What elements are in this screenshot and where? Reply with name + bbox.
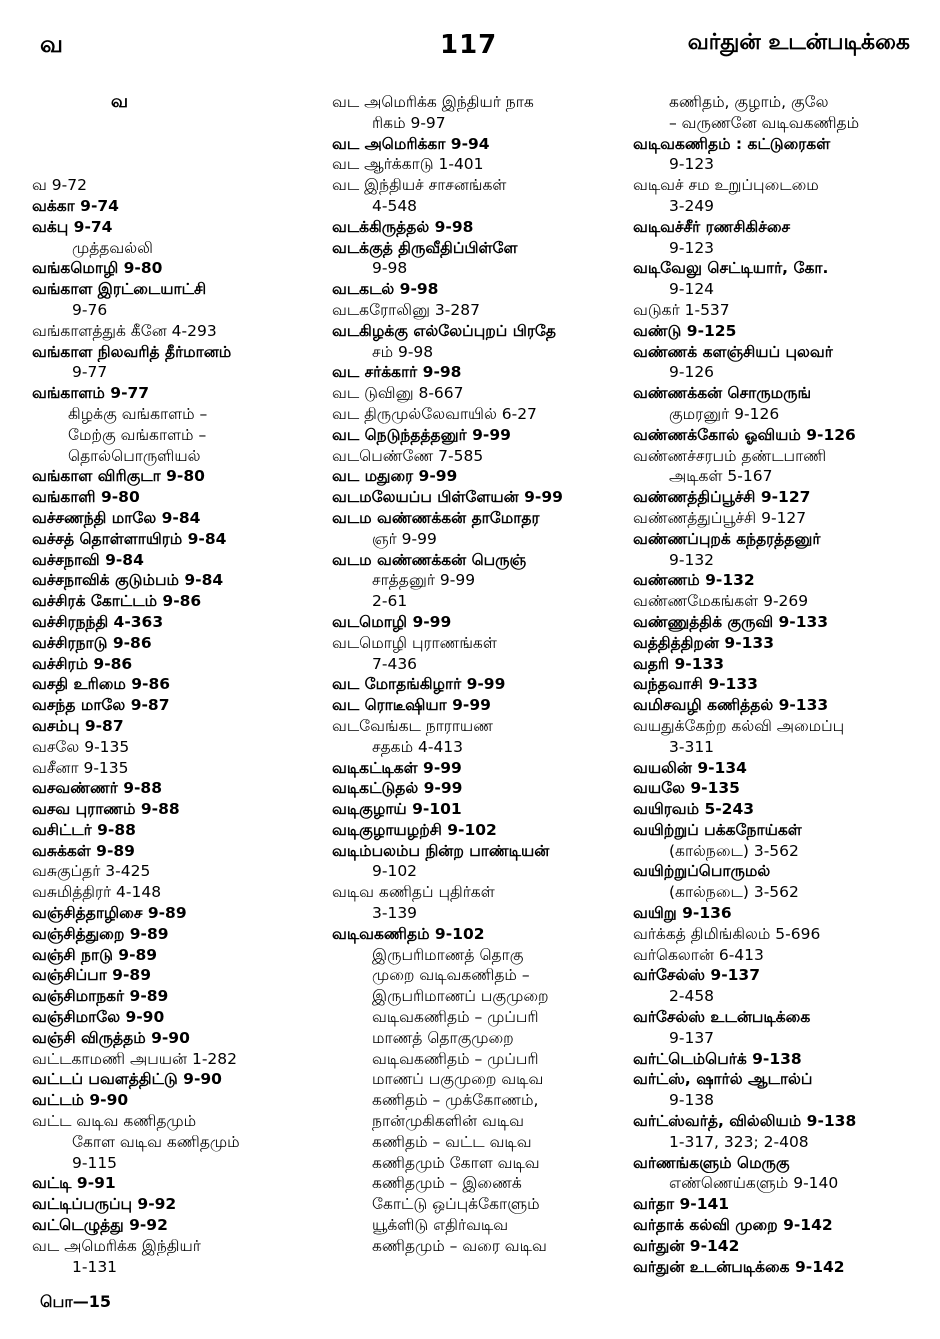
index-entry: வட்ட வடிவ கணிதமும் bbox=[32, 1112, 197, 1131]
index-entry: வங்கமொழி 9-80 bbox=[32, 259, 163, 278]
index-continuation-line: 1-317, 323; 2-408 bbox=[669, 1132, 809, 1151]
index-entry: வட ரொடீஷியா 9-99 bbox=[332, 696, 491, 715]
index-entry: வசீனா 9-135 bbox=[32, 758, 129, 777]
index-entry: வர்தாக் கல்வி முறை 9-142 bbox=[633, 1216, 833, 1235]
index-entry: வத்தித்திறன் 9-133 bbox=[633, 633, 774, 652]
index-entry: வயலே 9-135 bbox=[633, 779, 740, 798]
index-entry: வடக்குத் திருவீதிப்பிள்ளே bbox=[332, 238, 518, 257]
index-continuation-line: 2-61 bbox=[372, 592, 408, 611]
index-entry: வட சர்க்கார் 9-98 bbox=[332, 363, 462, 382]
index-continuation-line: 2-458 bbox=[669, 987, 715, 1006]
index-entry: வட டுவினு 8-667 bbox=[332, 384, 464, 403]
index-entry: வட்டம் 9-90 bbox=[32, 1091, 129, 1110]
index-entry: வட்டப் பவளத்திட்டு 9-90 bbox=[32, 1070, 222, 1089]
index-entry: வடிகுழாய் 9-101 bbox=[332, 800, 462, 819]
index-entry: வஞ்சிப்பா 9-89 bbox=[32, 966, 151, 985]
index-continuation-line: 9-126 bbox=[669, 363, 715, 382]
index-continuation-line: மாணத் தொகுமுறை bbox=[372, 1028, 514, 1047]
index-continuation-line: 9-102 bbox=[372, 862, 418, 881]
index-entry: வசந்த மாலே 9-87 bbox=[32, 696, 170, 715]
index-entry: வயிறு 9-136 bbox=[633, 904, 732, 923]
index-entry: வயிரவம் 5-243 bbox=[633, 800, 755, 819]
index-entry: வசவ புராணம் 9-88 bbox=[32, 800, 180, 819]
index-continuation-line: எண்ணெய்களும் 9-140 bbox=[669, 1174, 839, 1193]
index-continuation-line: (கால்நடை) 3-562 bbox=[669, 883, 799, 902]
index-entry: வண்ணத்துப்பூச்சி 9-127 bbox=[633, 508, 807, 527]
running-head-last-entry: வர்துன் உடன்படிக்கை bbox=[687, 30, 910, 55]
index-continuation-line: 9-115 bbox=[72, 1153, 118, 1172]
spacer-line bbox=[32, 154, 327, 175]
index-entry: வ 9-72 bbox=[32, 176, 87, 195]
index-entry: வடம வண்ணக்கன் பெருஞ் bbox=[332, 550, 527, 569]
index-entry: வட்டெழுத்து 9-92 bbox=[32, 1216, 168, 1235]
index-continuation-line: (கால்நடை) 3-562 bbox=[669, 841, 799, 860]
index-entry: வஞ்சிமாலே 9-90 bbox=[32, 1008, 165, 1027]
index-entry: வட மதுரை 9-99 bbox=[332, 467, 458, 486]
page-number: 117 bbox=[440, 30, 498, 60]
index-continuation-line: 9-98 bbox=[372, 259, 408, 278]
index-column-3 bbox=[633, 92, 928, 1277]
index-entry: வடமொழி 9-99 bbox=[332, 612, 452, 631]
index-entry: வட ஆர்க்காடு 1-401 bbox=[332, 155, 484, 174]
index-entry: வடிம்பலம்ப நின்ற பாண்டியன் bbox=[332, 841, 550, 860]
index-continuation-line: கோட்டு ஒப்புக்கோளும் bbox=[372, 1195, 540, 1214]
index-entry: வஞ்சி விருத்தம் 9-90 bbox=[32, 1028, 190, 1047]
index-continuation-line: நான்முகிகளின் வடிவ bbox=[372, 1112, 524, 1131]
index-continuation-line: 9-123 bbox=[669, 238, 715, 257]
index-entry: வடிவகணிதம் : கட்டுரைகள் bbox=[633, 134, 831, 153]
index-entry: வடிகட்டிகள் 9-99 bbox=[332, 758, 462, 777]
index-entry: வங்காள நிலவரித் தீர்மானம் bbox=[32, 342, 232, 361]
index-entry: வட திருமுல்லேவாயில் 6-27 bbox=[332, 404, 537, 423]
index-entry: வஞ்சிமாநகர் 9-89 bbox=[32, 987, 169, 1006]
index-entry: வக்பு 9-74 bbox=[32, 217, 113, 236]
index-entry: வட அமெரிக்க இந்தியர் நாக bbox=[332, 93, 534, 111]
index-continuation-line: 9-137 bbox=[669, 1028, 715, 1047]
index-entry: வடமலேயப்ப பிள்ளேயன் 9-99 bbox=[332, 488, 563, 507]
index-entry: வட மோதங்கிழார் 9-99 bbox=[332, 675, 506, 694]
index-entry: வடிவேலு செட்டியார், கோ. bbox=[633, 259, 829, 278]
index-entry: வடிகட்டுதல் 9-99 bbox=[332, 779, 463, 798]
index-entry: வடிவச்சீர் ரணசிகிச்சை bbox=[633, 217, 791, 236]
index-entry: வடிவச் சம உறுப்புடைமை bbox=[633, 176, 819, 195]
index-entry: வதரி 9-133 bbox=[633, 654, 725, 673]
index-continuation-line: இருபரிமாணத் தொகு bbox=[372, 945, 524, 964]
index-entry: வயிற்றுப் பக்கநோய்கள் bbox=[633, 820, 802, 839]
index-column-2 bbox=[332, 92, 627, 1257]
index-entry: வண்ணச்சரபம் தண்டபாணி bbox=[633, 446, 827, 465]
index-entry: வமிசவழி கணித்தல் 9-133 bbox=[633, 696, 829, 715]
index-entry: வடக்கிருத்தல் 9-98 bbox=[332, 217, 474, 236]
index-entry: வசிட்டர் 9-88 bbox=[32, 820, 136, 839]
index-continuation-line: 9-76 bbox=[72, 300, 108, 319]
section-letter-heading: வ bbox=[110, 92, 129, 112]
index-entry: வடிவ கணிதப் புதிர்கள் bbox=[332, 883, 495, 902]
index-entry: வட அமெரிக்கா 9-94 bbox=[332, 134, 490, 153]
index-continuation-line: வடிவகணிதம் – முப்பரி bbox=[372, 1008, 539, 1027]
index-continuation-line: 3-311 bbox=[669, 737, 715, 756]
index-entry: வந்தவாசி 9-133 bbox=[633, 675, 758, 694]
index-entry: வஞ்சி நாடு 9-89 bbox=[32, 945, 158, 964]
index-entry: வக்கா 9-74 bbox=[32, 196, 119, 215]
index-entry: வடபெண்ணே 7-585 bbox=[332, 446, 484, 465]
index-entry: வட அமெரிக்க இந்தியர் bbox=[32, 1236, 201, 1255]
index-continuation-line: 9-123 bbox=[669, 155, 715, 174]
index-continuation-line: மாணப் பகுமுறை வடிவ bbox=[372, 1070, 544, 1089]
index-entry: வடமொழி புராணங்கள் bbox=[332, 633, 497, 652]
index-continuation-line: முத்தவல்லி bbox=[72, 238, 153, 257]
index-column-1 bbox=[32, 92, 327, 1277]
index-continuation-line: 9-132 bbox=[669, 550, 715, 569]
index-entry: வடகிழக்கு எல்லேப்புறப் பிரதே bbox=[332, 321, 556, 340]
index-entry: வச்சிரநந்தி 4-363 bbox=[32, 612, 164, 631]
index-continuation-line: 4-548 bbox=[372, 196, 418, 215]
index-entry: வங்காள விரிகுடா 9-80 bbox=[32, 467, 205, 486]
index-entry: வசதி உரிமை 9-86 bbox=[32, 675, 171, 694]
index-entry: வஞ்சித்தாழிசை 9-89 bbox=[32, 904, 187, 923]
index-continuation-line: ரிகம் 9-97 bbox=[372, 113, 446, 132]
index-entry: வச்சிரக் கோட்டம் 9-86 bbox=[32, 592, 202, 611]
index-continuation-line: ஞர் 9-99 bbox=[372, 529, 437, 548]
index-entry: வடிவகணிதம் 9-102 bbox=[332, 924, 485, 943]
index-continuation-line: 7-436 bbox=[372, 654, 418, 673]
index-entry: வடகடல் 9-98 bbox=[332, 280, 439, 299]
index-entry: வட நெடுந்தத்தனுர் 9-99 bbox=[332, 425, 511, 444]
index-continuation-line: கிழக்கு வங்காளம் – bbox=[68, 404, 208, 423]
index-entry: வட்டி 9-91 bbox=[32, 1174, 116, 1193]
index-continuation-line: கணிதமும் கோள வடிவ bbox=[372, 1153, 540, 1172]
index-entry: வண்ணம் 9-132 bbox=[633, 571, 755, 590]
index-entry: வர்ட்ஸ், ஷார்ல் ஆடால்ப் bbox=[633, 1070, 813, 1089]
index-entry: வங்காளத்துக் கீனே 4-293 bbox=[32, 321, 217, 340]
index-entry: வச்சநாவி 9-84 bbox=[32, 550, 144, 569]
index-continuation-line: 1-131 bbox=[72, 1257, 118, 1276]
index-entry: வசுக்கள் 9-89 bbox=[32, 841, 135, 860]
signature-mark: பொ—15 bbox=[40, 1292, 111, 1311]
index-entry: வசுகுப்தர் 3-425 bbox=[32, 862, 151, 881]
index-entry: வடிகுழாயழற்சி 9-102 bbox=[332, 820, 497, 839]
index-entry: வசலே 9-135 bbox=[32, 737, 130, 756]
index-entry: வர்க்கத் திமிங்கிலம் 5-696 bbox=[633, 924, 821, 943]
index-entry: வண்ணுத்திக் குருவி 9-133 bbox=[633, 612, 829, 631]
index-entry: வர்சேல்ஸ் உடன்படிக்கை bbox=[633, 1008, 811, 1027]
index-entry: வச்சிரநாடு 9-86 bbox=[32, 633, 152, 652]
index-continuation-line: முறை வடிவகணிதம் – bbox=[372, 966, 530, 985]
index-entry: வண்ணக்கன் சொருமருங் bbox=[633, 384, 812, 403]
index-entry: வண்ணப்புறக் கந்தரத்தனுர் bbox=[633, 529, 821, 548]
index-continuation-line: 9-138 bbox=[669, 1091, 715, 1110]
index-continuation-line: யூக்ளிடு எதிர்வடிவ bbox=[372, 1216, 509, 1235]
index-entry: வண்ணக்கோல் ஓவியம் 9-126 bbox=[633, 425, 856, 444]
index-entry: வங்காளம் 9-77 bbox=[32, 384, 150, 403]
index-entry: வடகரோலினு 3-287 bbox=[332, 300, 480, 319]
index-continuation-line: வடிவகணிதம் – முப்பரி bbox=[372, 1049, 539, 1068]
index-entry: வங்காள இரட்டையாட்சி bbox=[32, 280, 207, 299]
index-entry: வண்ணத்திப்பூச்சி 9-127 bbox=[633, 488, 811, 507]
running-head-letter: வ bbox=[40, 30, 63, 58]
index-entry: வயதுக்கேற்ற கல்வி அமைப்பு bbox=[633, 716, 845, 735]
index-continuation-line: 3-249 bbox=[669, 196, 715, 215]
index-continuation-line: – வருணனே வடிவகணிதம் bbox=[669, 113, 860, 132]
index-continuation-line: மேற்கு வங்காளம் – bbox=[68, 425, 207, 444]
index-continuation-line: சாத்தனுர் 9-99 bbox=[372, 571, 476, 590]
index-entry: வங்காளி 9-80 bbox=[32, 488, 140, 507]
index-continuation-line: 9-77 bbox=[72, 363, 108, 382]
index-continuation-line: கோள வடிவ கணிதமும் bbox=[72, 1132, 240, 1151]
index-entry: வர்சேல்ஸ் 9-137 bbox=[633, 966, 761, 985]
index-continuation-line: 3-139 bbox=[372, 904, 418, 923]
index-continuation-line: இருபரிமாணப் பகுமுறை bbox=[372, 987, 549, 1006]
index-continuation-line: கணிதம் – முக்கோணம், bbox=[372, 1091, 539, 1110]
index-entry: வண்ணமேகங்கள் 9-269 bbox=[633, 592, 809, 611]
index-continuation-line: தொல்பொருளியல் bbox=[68, 446, 201, 465]
index-entry: வடவேங்கட நாராயண bbox=[332, 716, 493, 735]
index-continuation-line: கணிதம் – வட்ட வடிவ bbox=[372, 1132, 532, 1151]
index-entry: வர்தா 9-141 bbox=[633, 1195, 730, 1214]
index-entry: வயலின் 9-134 bbox=[633, 758, 747, 777]
index-continuation-line: கணிதம், குழாம், குலே bbox=[669, 93, 829, 111]
spacer-line bbox=[32, 113, 327, 134]
index-entry: வர்கெலான் 6-413 bbox=[633, 945, 764, 964]
index-entry: வசுமித்திரர் 4-148 bbox=[32, 883, 162, 902]
index-entry: வட இந்தியச் சாசனங்கள் bbox=[332, 176, 507, 195]
index-continuation-line: கணிதமும் – வரை வடிவ bbox=[372, 1236, 547, 1255]
index-entry: வச்சத் தொள்ளாயிரம் 9-84 bbox=[32, 529, 227, 548]
index-entry: வர்ட்டெம்பெர்க் 9-138 bbox=[633, 1049, 802, 1068]
index-entry: வயிற்றுப்பொருமல் bbox=[633, 862, 771, 881]
index-continuation-line: சம் 9-98 bbox=[372, 342, 434, 361]
index-entry: வடம வண்ணக்கன் தாமோதர bbox=[332, 508, 540, 527]
index-entry: வசம்பு 9-87 bbox=[32, 716, 124, 735]
index-entry: வர்துன் 9-142 bbox=[633, 1236, 740, 1255]
index-continuation-line: கணிதமும் – இணைக் bbox=[372, 1174, 522, 1193]
index-entry: வட்டகாமணி அபயன் 1-282 bbox=[32, 1049, 238, 1068]
index-entry: வச்சிரம் 9-86 bbox=[32, 654, 133, 673]
index-continuation-line: அடிகள் 5-167 bbox=[669, 467, 773, 486]
index-continuation-line: 9-124 bbox=[669, 280, 715, 299]
spacer-line bbox=[32, 134, 327, 155]
index-entry: வண்டு 9-125 bbox=[633, 321, 737, 340]
index-entry: வர்ணங்களும் மெருகு bbox=[633, 1153, 790, 1172]
index-entry: வசவண்ணர் 9-88 bbox=[32, 779, 162, 798]
index-entry: வர்துன் உடன்படிக்கை 9-142 bbox=[633, 1257, 845, 1276]
index-entry: வட்டிப்பருப்பு 9-92 bbox=[32, 1195, 177, 1214]
index-entry: வச்சணந்தி மாலே 9-84 bbox=[32, 508, 201, 527]
index-entry: வண்ணக் களஞ்சியப் புலவர் bbox=[633, 342, 833, 361]
index-entry: வர்ட்ஸ்வர்த், வில்லியம் 9-138 bbox=[633, 1112, 857, 1131]
index-continuation-line: சதகம் 4-413 bbox=[372, 737, 464, 756]
index-entry: வடுகர் 1-537 bbox=[633, 300, 730, 319]
index-entry: வஞ்சித்துறை 9-89 bbox=[32, 924, 169, 943]
index-continuation-line: குமரனுர் 9-126 bbox=[669, 404, 780, 423]
index-entry: வச்சநாவிக் குடும்பம் 9-84 bbox=[32, 571, 224, 590]
